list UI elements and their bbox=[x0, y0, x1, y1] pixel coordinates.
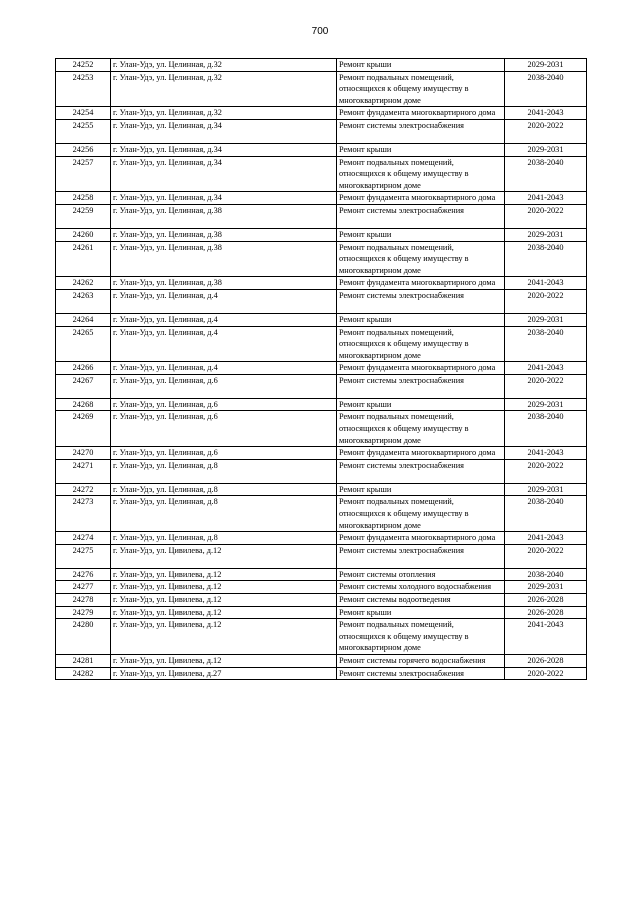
row-period: 2041-2043 bbox=[505, 362, 587, 375]
table-row bbox=[56, 59, 587, 72]
row-period: 2020-2022 bbox=[505, 667, 587, 680]
row-work-type: Ремонт фундамента многоквартирного дома bbox=[337, 192, 505, 205]
row-period: 2026-2028 bbox=[505, 654, 587, 667]
table-row bbox=[56, 544, 587, 568]
table-row bbox=[56, 362, 587, 375]
row-period: 2041-2043 bbox=[505, 619, 587, 655]
row-address: г. Улан-Удэ, ул. Целинная, д.32 bbox=[111, 59, 337, 72]
row-period: 2038-2040 bbox=[505, 411, 587, 447]
row-address: г. Улан-Удэ, ул. Целинная, д.4 bbox=[111, 289, 337, 313]
row-number: 24261 bbox=[56, 241, 111, 277]
table-row bbox=[56, 594, 587, 607]
row-number: 24259 bbox=[56, 204, 111, 228]
row-number: 24252 bbox=[56, 59, 111, 72]
row-number: 24254 bbox=[56, 107, 111, 120]
row-number: 24275 bbox=[56, 544, 111, 568]
row-number: 24255 bbox=[56, 119, 111, 143]
table-row bbox=[56, 667, 587, 680]
row-number: 24257 bbox=[56, 156, 111, 192]
row-address: г. Улан-Удэ, ул. Целинная, д.8 bbox=[111, 496, 337, 532]
row-period: 2020-2022 bbox=[505, 204, 587, 228]
table-row bbox=[56, 204, 587, 228]
row-period: 2041-2043 bbox=[505, 107, 587, 120]
table-row bbox=[56, 374, 587, 398]
row-address: г. Улан-Удэ, ул. Целинная, д.38 bbox=[111, 241, 337, 277]
row-number: 24262 bbox=[56, 277, 111, 290]
row-address: г. Улан-Удэ, ул. Целинная, д.4 bbox=[111, 326, 337, 362]
row-work-type: Ремонт фундамента многоквартирного дома bbox=[337, 532, 505, 545]
page-number: 700 bbox=[311, 26, 329, 37]
repair-schedule-table bbox=[55, 58, 587, 680]
table-row bbox=[56, 107, 587, 120]
row-period: 2020-2022 bbox=[505, 544, 587, 568]
table-row bbox=[56, 289, 587, 313]
table-row bbox=[56, 119, 587, 143]
row-work-type: Ремонт подвальных помещений, относящихся к общему имуществу в многоквартирном доме bbox=[337, 156, 505, 192]
row-work-type: Ремонт системы электроснабжения bbox=[337, 289, 505, 313]
row-work-type: Ремонт подвальных помещений, относящихся к общему имуществу в многоквартирном доме bbox=[337, 71, 505, 107]
row-period: 2029-2031 bbox=[505, 398, 587, 411]
row-address: г. Улан-Удэ, ул. Цивилева, д.12 bbox=[111, 568, 337, 581]
row-number: 24271 bbox=[56, 459, 111, 483]
table-row bbox=[56, 532, 587, 545]
row-work-type: Ремонт системы отопления bbox=[337, 568, 505, 581]
row-work-type: Ремонт крыши bbox=[337, 228, 505, 241]
row-address: г. Улан-Удэ, ул. Целинная, д.38 bbox=[111, 228, 337, 241]
row-work-type: Ремонт крыши bbox=[337, 143, 505, 156]
row-period: 2041-2043 bbox=[505, 277, 587, 290]
row-period: 2029-2031 bbox=[505, 59, 587, 72]
row-period: 2020-2022 bbox=[505, 459, 587, 483]
row-work-type: Ремонт крыши bbox=[337, 398, 505, 411]
table-row bbox=[56, 156, 587, 192]
row-number: 24260 bbox=[56, 228, 111, 241]
row-period: 2029-2031 bbox=[505, 483, 587, 496]
row-period: 2026-2028 bbox=[505, 594, 587, 607]
row-period: 2038-2040 bbox=[505, 326, 587, 362]
row-number: 24277 bbox=[56, 581, 111, 594]
table-row bbox=[56, 581, 587, 594]
row-work-type: Ремонт системы водоотведения bbox=[337, 594, 505, 607]
row-address: г. Улан-Удэ, ул. Целинная, д.34 bbox=[111, 192, 337, 205]
row-work-type: Ремонт системы электроснабжения bbox=[337, 544, 505, 568]
row-work-type: Ремонт системы электроснабжения bbox=[337, 119, 505, 143]
row-address: г. Улан-Удэ, ул. Целинная, д.8 bbox=[111, 483, 337, 496]
table-row bbox=[56, 654, 587, 667]
row-period: 2020-2022 bbox=[505, 374, 587, 398]
row-period: 2038-2040 bbox=[505, 568, 587, 581]
row-number: 24281 bbox=[56, 654, 111, 667]
table-row bbox=[56, 71, 587, 107]
row-work-type: Ремонт крыши bbox=[337, 313, 505, 326]
table-row bbox=[56, 192, 587, 205]
row-address: г. Улан-Удэ, ул. Целинная, д.4 bbox=[111, 313, 337, 326]
row-work-type: Ремонт фундамента многоквартирного дома bbox=[337, 447, 505, 460]
row-work-type: Ремонт подвальных помещений, относящихся к общему имуществу в многоквартирном доме bbox=[337, 411, 505, 447]
table-row bbox=[56, 483, 587, 496]
row-number: 24276 bbox=[56, 568, 111, 581]
row-address: г. Улан-Удэ, ул. Цивилева, д.12 bbox=[111, 606, 337, 619]
row-work-type: Ремонт системы электроснабжения bbox=[337, 204, 505, 228]
row-work-type: Ремонт системы электроснабжения bbox=[337, 459, 505, 483]
table-row bbox=[56, 398, 587, 411]
table-row bbox=[56, 568, 587, 581]
row-period: 2026-2028 bbox=[505, 606, 587, 619]
row-work-type: Ремонт крыши bbox=[337, 483, 505, 496]
row-work-type: Ремонт системы горячего водоснабжения bbox=[337, 654, 505, 667]
row-number: 24263 bbox=[56, 289, 111, 313]
row-period: 2020-2022 bbox=[505, 119, 587, 143]
row-address: г. Улан-Удэ, ул. Цивилева, д.12 bbox=[111, 594, 337, 607]
row-number: 24256 bbox=[56, 143, 111, 156]
table-row bbox=[56, 326, 587, 362]
row-period: 2041-2043 bbox=[505, 192, 587, 205]
row-address: г. Улан-Удэ, ул. Цивилева, д.27 bbox=[111, 667, 337, 680]
table-row bbox=[56, 447, 587, 460]
row-address: г. Улан-Удэ, ул. Целинная, д.8 bbox=[111, 459, 337, 483]
row-period: 2029-2031 bbox=[505, 228, 587, 241]
row-period: 2020-2022 bbox=[505, 289, 587, 313]
row-address: г. Улан-Удэ, ул. Цивилева, д.12 bbox=[111, 544, 337, 568]
table-row bbox=[56, 313, 587, 326]
row-number: 24266 bbox=[56, 362, 111, 375]
row-address: г. Улан-Удэ, ул. Цивилева, д.12 bbox=[111, 654, 337, 667]
row-number: 24270 bbox=[56, 447, 111, 460]
row-number: 24272 bbox=[56, 483, 111, 496]
table-row bbox=[56, 606, 587, 619]
row-work-type: Ремонт крыши bbox=[337, 59, 505, 72]
table-row bbox=[56, 459, 587, 483]
row-number: 24258 bbox=[56, 192, 111, 205]
row-work-type: Ремонт фундамента многоквартирного дома bbox=[337, 362, 505, 375]
row-address: г. Улан-Удэ, ул. Цивилева, д.12 bbox=[111, 581, 337, 594]
row-number: 24274 bbox=[56, 532, 111, 545]
row-period: 2041-2043 bbox=[505, 447, 587, 460]
row-work-type: Ремонт системы электроснабжения bbox=[337, 374, 505, 398]
row-number: 24278 bbox=[56, 594, 111, 607]
row-number: 24265 bbox=[56, 326, 111, 362]
row-work-type: Ремонт фундамента многоквартирного дома bbox=[337, 107, 505, 120]
row-address: г. Улан-Удэ, ул. Целинная, д.34 bbox=[111, 156, 337, 192]
row-work-type: Ремонт фундамента многоквартирного дома bbox=[337, 277, 505, 290]
row-address: г. Улан-Удэ, ул. Целинная, д.6 bbox=[111, 447, 337, 460]
row-number: 24269 bbox=[56, 411, 111, 447]
row-address: г. Улан-Удэ, ул. Целинная, д.6 bbox=[111, 398, 337, 411]
row-period: 2038-2040 bbox=[505, 241, 587, 277]
table-row bbox=[56, 277, 587, 290]
table-row bbox=[56, 496, 587, 532]
row-number: 24273 bbox=[56, 496, 111, 532]
row-period: 2041-2043 bbox=[505, 532, 587, 545]
row-work-type: Ремонт подвальных помещений, относящихся к общему имуществу в многоквартирном доме bbox=[337, 619, 505, 655]
row-address: г. Улан-Удэ, ул. Целинная, д.34 bbox=[111, 143, 337, 156]
row-address: г. Улан-Удэ, ул. Целинная, д.32 bbox=[111, 71, 337, 107]
row-work-type: Ремонт подвальных помещений, относящихся к общему имуществу в многоквартирном доме bbox=[337, 496, 505, 532]
row-number: 24268 bbox=[56, 398, 111, 411]
table-row bbox=[56, 619, 587, 655]
row-address: г. Улан-Удэ, ул. Целинная, д.38 bbox=[111, 277, 337, 290]
table-row bbox=[56, 143, 587, 156]
row-work-type: Ремонт системы холодного водоснабжения bbox=[337, 581, 505, 594]
row-period: 2038-2040 bbox=[505, 156, 587, 192]
row-address: г. Улан-Удэ, ул. Целинная, д.32 bbox=[111, 107, 337, 120]
row-address: г. Улан-Удэ, ул. Целинная, д.38 bbox=[111, 204, 337, 228]
table-row bbox=[56, 228, 587, 241]
row-period: 2029-2031 bbox=[505, 581, 587, 594]
row-number: 24280 bbox=[56, 619, 111, 655]
row-work-type: Ремонт системы электроснабжения bbox=[337, 667, 505, 680]
row-address: г. Улан-Удэ, ул. Целинная, д.34 bbox=[111, 119, 337, 143]
row-work-type: Ремонт подвальных помещений, относящихся к общему имуществу в многоквартирном доме bbox=[337, 241, 505, 277]
row-period: 2029-2031 bbox=[505, 313, 587, 326]
table-row bbox=[56, 411, 587, 447]
row-number: 24253 bbox=[56, 71, 111, 107]
row-address: г. Улан-Удэ, ул. Целинная, д.6 bbox=[111, 411, 337, 447]
table-body bbox=[56, 59, 587, 680]
row-address: г. Улан-Удэ, ул. Целинная, д.8 bbox=[111, 532, 337, 545]
row-number: 24267 bbox=[56, 374, 111, 398]
row-work-type: Ремонт подвальных помещений, относящихся к общему имуществу в многоквартирном доме bbox=[337, 326, 505, 362]
row-number: 24279 bbox=[56, 606, 111, 619]
row-address: г. Улан-Удэ, ул. Целинная, д.6 bbox=[111, 374, 337, 398]
row-period: 2029-2031 bbox=[505, 143, 587, 156]
row-number: 24264 bbox=[56, 313, 111, 326]
row-work-type: Ремонт крыши bbox=[337, 606, 505, 619]
row-period: 2038-2040 bbox=[505, 496, 587, 532]
row-address: г. Улан-Удэ, ул. Цивилева, д.12 bbox=[111, 619, 337, 655]
row-address: г. Улан-Удэ, ул. Целинная, д.4 bbox=[111, 362, 337, 375]
row-period: 2038-2040 bbox=[505, 71, 587, 107]
table-row bbox=[56, 241, 587, 277]
row-number: 24282 bbox=[56, 667, 111, 680]
